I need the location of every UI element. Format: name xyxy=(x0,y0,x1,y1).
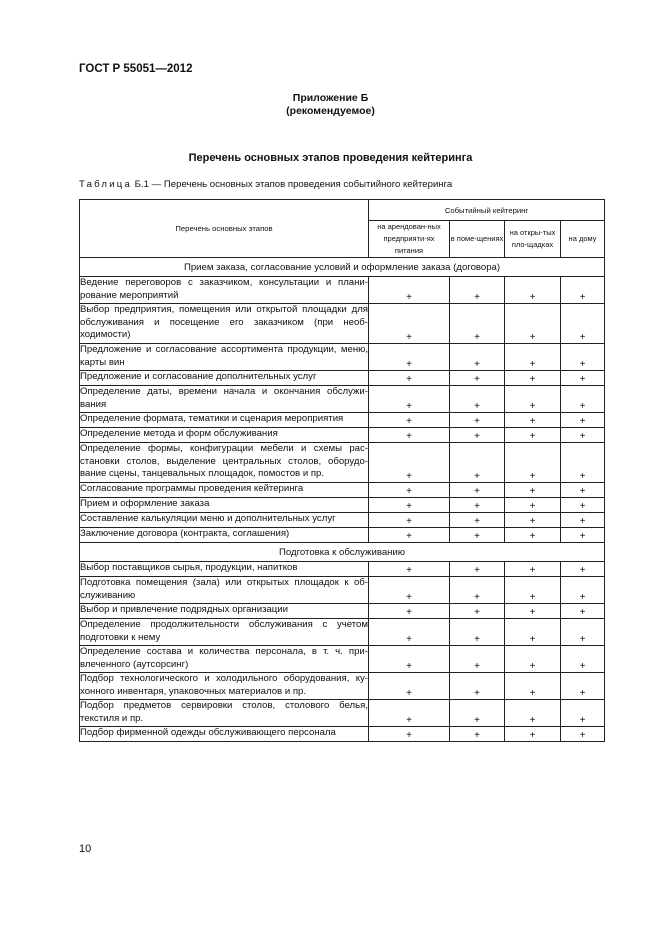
stage-cell: Определение состава и количества персонала, в т. ч. при-влеченного (аутсорсинг) xyxy=(80,646,369,673)
applicability-mark: + xyxy=(505,443,561,483)
table-row xyxy=(80,386,605,413)
applicability-mark: + xyxy=(450,673,505,700)
applicability-mark: + xyxy=(369,646,450,673)
applicability-mark: + xyxy=(561,344,605,371)
stage-cell: Заключение договора (контракта, соглашения) xyxy=(80,528,369,543)
stage-cell: Определение формата, тематики и сценария мероприятия xyxy=(80,413,369,428)
applicability-mark: + xyxy=(505,528,561,543)
table-caption xyxy=(79,179,452,190)
applicability-mark: + xyxy=(505,700,561,727)
applicability-mark: + xyxy=(450,428,505,443)
table-row xyxy=(80,344,605,371)
applicability-mark: + xyxy=(561,700,605,727)
applicability-mark: + xyxy=(561,513,605,528)
applicability-mark: + xyxy=(561,483,605,498)
applicability-mark: + xyxy=(369,673,450,700)
applicability-mark: + xyxy=(505,513,561,528)
applicability-mark: + xyxy=(369,562,450,577)
applicability-mark: + xyxy=(450,371,505,386)
applicability-mark: + xyxy=(369,277,450,304)
column-header-rented: на арендован-ных предприяти-ях питания xyxy=(369,221,450,258)
stage-cell: Подбор предметов сервировки столов, столового белья, текстиля и пр. xyxy=(80,700,369,727)
applicability-mark: + xyxy=(369,619,450,646)
section-row xyxy=(80,258,605,277)
applicability-mark: + xyxy=(561,562,605,577)
applicability-mark: + xyxy=(369,528,450,543)
stage-cell: Выбор поставщиков сырья, продукции, напитков xyxy=(80,562,369,577)
applicability-mark: + xyxy=(450,344,505,371)
applicability-mark: + xyxy=(450,498,505,513)
applicability-mark: + xyxy=(561,498,605,513)
table-row xyxy=(80,513,605,528)
stage-cell: Предложение и согласование дополнительных услуг xyxy=(80,371,369,386)
applicability-mark: + xyxy=(450,562,505,577)
standard-code: ГОСТ Р 55051—2012 xyxy=(79,63,193,75)
section-row xyxy=(80,543,605,562)
applicability-mark: + xyxy=(450,700,505,727)
applicability-mark: + xyxy=(450,727,505,742)
annex-title: Приложение Б xyxy=(292,92,369,104)
table-row xyxy=(80,483,605,498)
applicability-mark: + xyxy=(450,577,505,604)
applicability-mark: + xyxy=(369,604,450,619)
applicability-mark: + xyxy=(450,304,505,344)
applicability-mark: + xyxy=(369,700,450,727)
table-row xyxy=(80,428,605,443)
stages-column-header: Перечень основных этапов xyxy=(80,200,369,258)
applicability-mark: + xyxy=(561,577,605,604)
table-row xyxy=(80,604,605,619)
applicability-mark: + xyxy=(450,483,505,498)
applicability-mark: + xyxy=(561,673,605,700)
applicability-mark: + xyxy=(505,673,561,700)
table-row xyxy=(80,277,605,304)
applicability-mark: + xyxy=(505,498,561,513)
stage-cell: Составление калькуляции меню и дополнительных услуг xyxy=(80,513,369,528)
stage-cell: Согласование программы проведения кейтеринга xyxy=(80,483,369,498)
applicability-mark: + xyxy=(561,386,605,413)
table-row xyxy=(80,528,605,543)
applicability-mark: + xyxy=(505,413,561,428)
table-row xyxy=(80,443,605,483)
applicability-mark: + xyxy=(450,386,505,413)
applicability-mark: + xyxy=(561,528,605,543)
applicability-mark: + xyxy=(505,428,561,443)
stage-cell: Определение даты, времени начала и окончания обслужи-вания xyxy=(80,386,369,413)
applicability-mark: + xyxy=(561,604,605,619)
applicability-mark: + xyxy=(561,371,605,386)
applicability-mark: + xyxy=(561,428,605,443)
applicability-mark: + xyxy=(505,344,561,371)
page-number: 10 xyxy=(79,843,92,855)
applicability-mark: + xyxy=(505,277,561,304)
section-title: Прием заказа, согласование условий и оформление заказа (договора) xyxy=(80,258,605,277)
table-row xyxy=(80,577,605,604)
applicability-mark: + xyxy=(450,413,505,428)
applicability-mark: + xyxy=(369,386,450,413)
applicability-mark: + xyxy=(505,727,561,742)
applicability-mark: + xyxy=(561,443,605,483)
table-row xyxy=(80,727,605,742)
applicability-mark: + xyxy=(450,528,505,543)
stage-cell: Прием и оформление заказа xyxy=(80,498,369,513)
document-title: Перечень основных этапов проведения кейтеринга xyxy=(188,152,473,164)
applicability-mark: + xyxy=(505,619,561,646)
applicability-mark: + xyxy=(505,577,561,604)
applicability-mark: + xyxy=(505,646,561,673)
stage-cell: Выбор и привлечение подрядных организации xyxy=(80,604,369,619)
table-row xyxy=(80,304,605,344)
applicability-mark: + xyxy=(505,604,561,619)
applicability-mark: + xyxy=(369,443,450,483)
applicability-mark: + xyxy=(450,277,505,304)
applicability-mark: + xyxy=(369,727,450,742)
table-row xyxy=(80,646,605,673)
table-row xyxy=(80,700,605,727)
stage-cell: Ведение переговоров с заказчиком, консультации и плани-рование мероприятий xyxy=(80,277,369,304)
column-header-home: на дому xyxy=(561,221,605,258)
applicability-mark: + xyxy=(450,646,505,673)
applicability-mark: + xyxy=(369,483,450,498)
table-row xyxy=(80,413,605,428)
section-title: Подготовка к обслуживанию xyxy=(80,543,605,562)
applicability-mark: + xyxy=(561,727,605,742)
applicability-mark: + xyxy=(561,646,605,673)
applicability-mark: + xyxy=(505,371,561,386)
stage-cell: Определение продолжительности обслуживания с учетом подготовки к нему xyxy=(80,619,369,646)
applicability-mark: + xyxy=(450,604,505,619)
applicability-mark: + xyxy=(369,513,450,528)
stage-cell: Выбор предприятия, помещения или открытой площадки для обслуживания и посещение его заказчиком (при необ-ходимости) xyxy=(80,304,369,344)
stages-table xyxy=(79,199,605,742)
applicability-mark: + xyxy=(561,413,605,428)
stage-cell: Подготовка помещения (зала) или открытых площадок к об-служиванию xyxy=(80,577,369,604)
table-row xyxy=(80,562,605,577)
annex-status: (рекомендуемое) xyxy=(286,105,375,117)
applicability-mark: + xyxy=(505,562,561,577)
stage-cell: Подбор технологического и холодильного оборудования, ку-хонного инвентаря, упаковочных материалов и пр. xyxy=(80,673,369,700)
applicability-mark: + xyxy=(561,277,605,304)
applicability-mark: + xyxy=(369,371,450,386)
applicability-mark: + xyxy=(450,443,505,483)
table-row xyxy=(80,498,605,513)
applicability-mark: + xyxy=(450,513,505,528)
stage-cell: Определение метода и форм обслуживания xyxy=(80,428,369,443)
table-row xyxy=(80,371,605,386)
applicability-mark: + xyxy=(369,577,450,604)
table-row xyxy=(80,619,605,646)
applicability-mark: + xyxy=(369,344,450,371)
applicability-mark: + xyxy=(450,619,505,646)
applicability-mark: + xyxy=(369,428,450,443)
stage-cell: Определение формы, конфигурации мебели и схемы рас-становки столов, выделение центральных столов, оборудо-вание сцены, танцевальных площадок, помостов и пр. xyxy=(80,443,369,483)
column-header-premises: в поме-щениях xyxy=(450,221,505,258)
table-header-row xyxy=(80,200,605,221)
applicability-mark: + xyxy=(505,483,561,498)
applicability-mark: + xyxy=(561,304,605,344)
applicability-mark: + xyxy=(369,498,450,513)
applicability-mark: + xyxy=(505,386,561,413)
table-caption-text: Б.1 — Перечень основных этапов проведения событийного кейтеринга xyxy=(132,179,453,190)
table-row xyxy=(80,673,605,700)
applicability-mark: + xyxy=(505,304,561,344)
stage-cell: Подбор фирменной одежды обслуживающего персонала xyxy=(80,727,369,742)
event-catering-group-header: Событийный кейтеринг xyxy=(369,200,605,221)
applicability-mark: + xyxy=(369,304,450,344)
annex-heading xyxy=(0,92,661,118)
column-header-outdoor: на откры-тых пло-щадках xyxy=(505,221,561,258)
applicability-mark: + xyxy=(561,619,605,646)
stages-table-body xyxy=(80,200,605,742)
table-caption-label: Таблица xyxy=(79,179,133,190)
applicability-mark: + xyxy=(369,413,450,428)
stage-cell: Предложение и согласование ассортимента продукции, меню, карты вин xyxy=(80,344,369,371)
